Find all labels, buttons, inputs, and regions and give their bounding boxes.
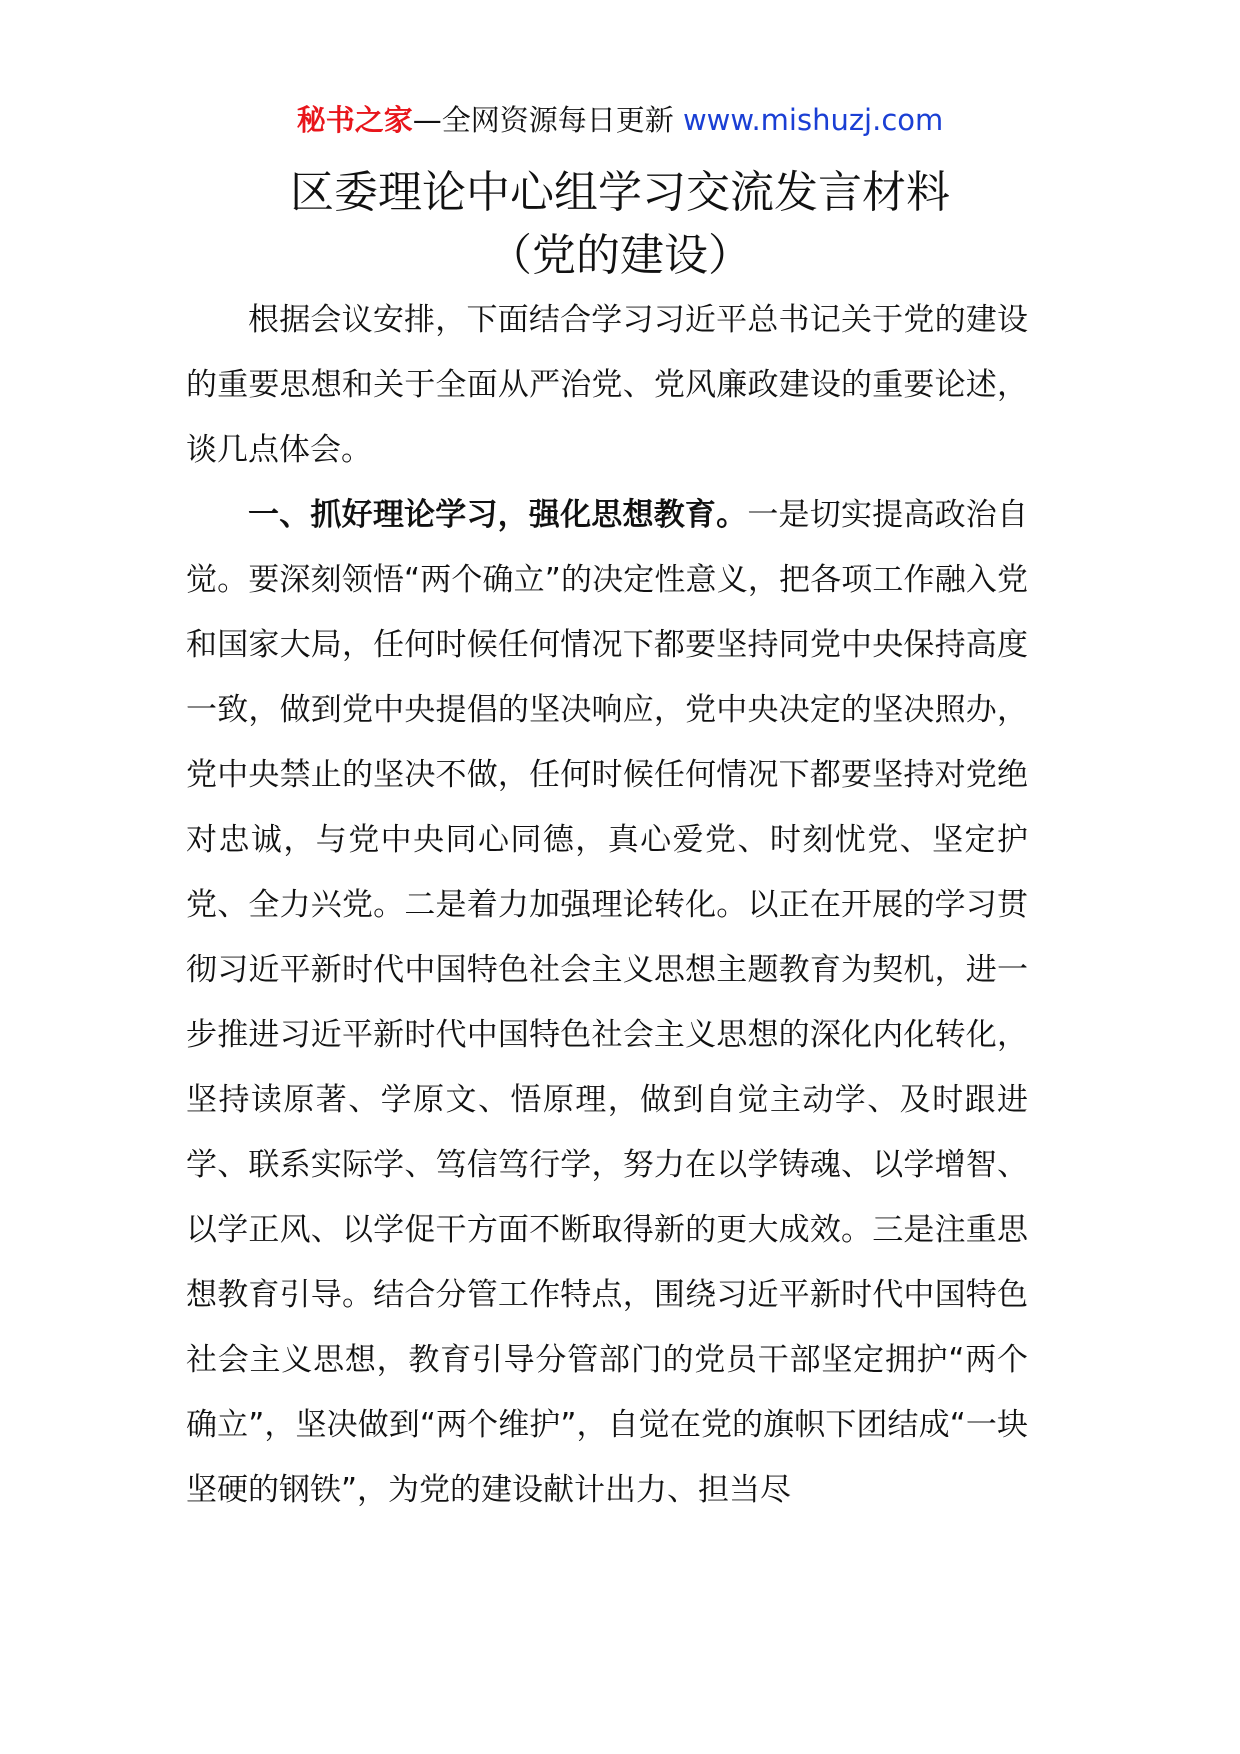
document-subtitle: （党的建设） (488, 230, 752, 281)
section-1-paragraph (186, 483, 1028, 1523)
site-slogan: —全网资源每日更新 (412, 103, 674, 137)
site-header (0, 100, 1240, 140)
document-title: 区委理论中心组学习交流发言材料 (290, 167, 950, 218)
site-url-link[interactable]: www.mishuzj.com (682, 103, 944, 137)
section-1-body: 一是切实提高政治自觉。要深刻领悟“两个确立”的决定性意义，把各项工作融入党和国家大局，任何时候任何情况下都要坚持同党中央保持高度一致，做到党中央提倡的坚决响应，党中央决定的坚决照办，党中央禁止的坚决不做，任何时候任何情况下都要坚持对党绝对忠诚，与党中央同心同德，真心爱党、时刻忧党、坚定护党、全力兴党。二是着力加强理论转化。以正在开展的学习贯彻习近平新时代中国特色社会主义思想主题教育为契机，进一步推进习近平新时代中国特色社会主义思想的深化内化转化，坚持读原著、学原文、悟原理，做到自觉主动学、及时跟进学、联系实际学、笃信笃行学，努力在以学铸魂、以学增智、以学正风、以学促干方面不断取得新的更大成效。三是注重思想教育引导。结合分管工作特点，围绕习近平新时代中国特色社会主义思想，教育引导分管部门的党员干部坚定拥护“两个确立”，坚决做到“两个维护”，自觉在党的旗帜下团结成“一块坚硬的钢铁”，为党的建设献计出力、担当尽 (186, 497, 1029, 1508)
section-1-heading: 一、抓好理论学习，强化思想教育。 (248, 497, 748, 533)
document-body (186, 288, 1028, 1523)
site-brand: 秘书之家 (296, 103, 413, 137)
intro-paragraph: 根据会议安排，下面结合学习习近平总书记关于党的建设的重要思想和关于全面从严治党、党风廉政建设的重要论述，谈几点体会。 (186, 302, 1028, 468)
